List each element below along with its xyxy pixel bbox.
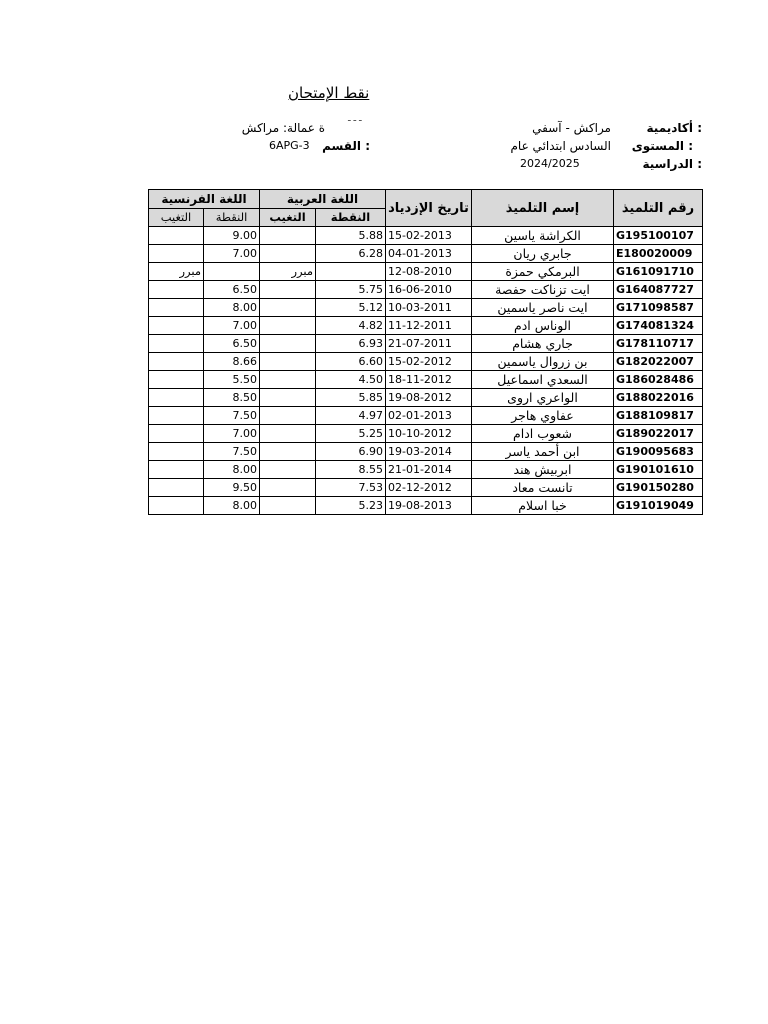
student-name-cell: شعوب ادام bbox=[472, 425, 614, 443]
arabic-absence-cell bbox=[260, 407, 316, 425]
french-absence-cell bbox=[149, 281, 204, 299]
birth-date-cell: 02-01-2013 bbox=[386, 407, 472, 425]
arabic-grade-cell: 8.55 bbox=[316, 461, 386, 479]
student-code-cell: G189022017 bbox=[614, 425, 703, 443]
academy-value: مراكش - آسفي bbox=[532, 121, 611, 135]
french-absence-cell bbox=[149, 335, 204, 353]
arabic-grade-cell bbox=[316, 263, 386, 281]
student-code-cell: G188109817 bbox=[614, 407, 703, 425]
student-name-cell: البرمكي حمزة bbox=[472, 263, 614, 281]
birth-date-cell: 21-07-2011 bbox=[386, 335, 472, 353]
level-value: السادس ابتدائي عام bbox=[510, 139, 611, 153]
student-name-cell: خبا اسلام bbox=[472, 497, 614, 515]
col-code-header: رقم التلميذ bbox=[614, 190, 703, 227]
birth-date-cell: 12-08-2010 bbox=[386, 263, 472, 281]
french-absence-cell bbox=[149, 497, 204, 515]
french-grade-cell: 8.00 bbox=[204, 461, 260, 479]
table-row bbox=[149, 425, 703, 443]
arabic-absence-cell bbox=[260, 317, 316, 335]
french-absence-cell bbox=[149, 299, 204, 317]
arabic-absence-cell bbox=[260, 227, 316, 245]
french-absence-cell bbox=[149, 407, 204, 425]
table-row bbox=[149, 335, 703, 353]
table-row bbox=[149, 407, 703, 425]
arabic-grade-cell: 6.90 bbox=[316, 443, 386, 461]
arabic-absence-cell bbox=[260, 281, 316, 299]
birth-date-cell: 15-02-2013 bbox=[386, 227, 472, 245]
french-grade-cell: 7.50 bbox=[204, 443, 260, 461]
document-title: نقط الإمتحان bbox=[288, 84, 370, 102]
french-grade-cell: 8.00 bbox=[204, 497, 260, 515]
french-grade-cell: 6.50 bbox=[204, 335, 260, 353]
student-name-cell: عفاوي هاجر bbox=[472, 407, 614, 425]
student-code-cell: G191019049 bbox=[614, 497, 703, 515]
french-absence-cell bbox=[149, 443, 204, 461]
birth-date-cell: 19-03-2014 bbox=[386, 443, 472, 461]
french-absence-cell bbox=[149, 425, 204, 443]
french-grade-cell: 8.66 bbox=[204, 353, 260, 371]
french-grade-cell: 8.00 bbox=[204, 299, 260, 317]
french-absence-cell bbox=[149, 389, 204, 407]
french-grade-cell: 7.50 bbox=[204, 407, 260, 425]
arabic-grade-cell: 5.88 bbox=[316, 227, 386, 245]
french-grade-cell: 7.00 bbox=[204, 317, 260, 335]
table-row bbox=[149, 299, 703, 317]
arabic-grade-cell: 5.12 bbox=[316, 299, 386, 317]
student-name-cell: بن زروال ياسمين bbox=[472, 353, 614, 371]
arabic-grade-cell: 5.25 bbox=[316, 425, 386, 443]
student-code-cell: G195100107 bbox=[614, 227, 703, 245]
table-row bbox=[149, 461, 703, 479]
student-code-cell: G188022016 bbox=[614, 389, 703, 407]
sub-absence-ar: التغيب bbox=[260, 209, 316, 227]
col-french-header: اللغة الفرنسية bbox=[149, 190, 260, 209]
arabic-absence-cell bbox=[260, 389, 316, 407]
french-grade-cell: 7.00 bbox=[204, 245, 260, 263]
level-label: : المستوى bbox=[631, 139, 693, 153]
french-grade-cell: 7.00 bbox=[204, 425, 260, 443]
arabic-absence-cell bbox=[260, 461, 316, 479]
french-grade-cell: 9.00 bbox=[204, 227, 260, 245]
french-absence-cell bbox=[149, 371, 204, 389]
arabic-grade-cell: 6.60 bbox=[316, 353, 386, 371]
table-row bbox=[149, 479, 703, 497]
arabic-absence-cell: مبرر bbox=[260, 263, 316, 281]
french-grade-cell: 8.50 bbox=[204, 389, 260, 407]
arabic-grade-cell: 4.50 bbox=[316, 371, 386, 389]
french-absence-cell bbox=[149, 317, 204, 335]
col-arabic-header: اللغة العربية bbox=[260, 190, 386, 209]
arabic-absence-cell bbox=[260, 443, 316, 461]
student-name-cell: تانست معاد bbox=[472, 479, 614, 497]
french-grade-cell: 5.50 bbox=[204, 371, 260, 389]
table-row bbox=[149, 443, 703, 461]
table-row bbox=[149, 497, 703, 515]
student-name-cell: ايت تزناكت حفصة bbox=[472, 281, 614, 299]
class-label: : القسم bbox=[322, 139, 370, 153]
birth-date-cell: 02-12-2012 bbox=[386, 479, 472, 497]
student-code-cell: G190150280 bbox=[614, 479, 703, 497]
arabic-absence-cell bbox=[260, 299, 316, 317]
arabic-grade-cell: 7.53 bbox=[316, 479, 386, 497]
arabic-absence-cell bbox=[260, 353, 316, 371]
french-absence-cell: مبرر bbox=[149, 263, 204, 281]
birth-date-cell: 19-08-2012 bbox=[386, 389, 472, 407]
table-row bbox=[149, 353, 703, 371]
french-absence-cell bbox=[149, 461, 204, 479]
french-grade-cell: 6.50 bbox=[204, 281, 260, 299]
table-row bbox=[149, 281, 703, 299]
arabic-grade-cell: 5.23 bbox=[316, 497, 386, 515]
title-fragment: ـ ـ ـ bbox=[348, 114, 362, 124]
col-name-header: إسم التلميذ bbox=[472, 190, 614, 227]
student-name-cell: الواعري اروى bbox=[472, 389, 614, 407]
arabic-absence-cell bbox=[260, 425, 316, 443]
student-name-cell: ابربيش هند bbox=[472, 461, 614, 479]
student-name-cell: جابري ريان bbox=[472, 245, 614, 263]
french-grade-cell: 9.50 bbox=[204, 479, 260, 497]
arabic-absence-cell bbox=[260, 479, 316, 497]
student-name-cell: الكراشة ياسين bbox=[472, 227, 614, 245]
student-code-cell: G178110717 bbox=[614, 335, 703, 353]
student-name-cell: جاري هشام bbox=[472, 335, 614, 353]
student-name-cell: السعدي اسماعيل bbox=[472, 371, 614, 389]
student-name-cell: ابن أحمد ياسر bbox=[472, 443, 614, 461]
table-row bbox=[149, 227, 703, 245]
arabic-grade-cell: 5.85 bbox=[316, 389, 386, 407]
birth-date-cell: 19-08-2013 bbox=[386, 497, 472, 515]
student-code-cell: G161091710 bbox=[614, 263, 703, 281]
grades-table-body bbox=[149, 227, 703, 515]
arabic-absence-cell bbox=[260, 335, 316, 353]
arabic-grade-cell: 5.75 bbox=[316, 281, 386, 299]
french-grade-cell bbox=[204, 263, 260, 281]
arabic-absence-cell bbox=[260, 371, 316, 389]
table-row bbox=[149, 371, 703, 389]
student-code-cell: G174081324 bbox=[614, 317, 703, 335]
arabic-grade-cell: 4.82 bbox=[316, 317, 386, 335]
birth-date-cell: 10-03-2011 bbox=[386, 299, 472, 317]
table-row bbox=[149, 389, 703, 407]
birth-date-cell: 21-01-2014 bbox=[386, 461, 472, 479]
table-row bbox=[149, 245, 703, 263]
birth-date-cell: 15-02-2012 bbox=[386, 353, 472, 371]
birth-date-cell: 04-01-2013 bbox=[386, 245, 472, 263]
student-code-cell: G190101610 bbox=[614, 461, 703, 479]
french-absence-cell bbox=[149, 479, 204, 497]
col-birth-header: تاريخ الإزدياد bbox=[386, 190, 472, 227]
student-code-cell: G186028486 bbox=[614, 371, 703, 389]
arabic-absence-cell bbox=[260, 245, 316, 263]
sub-absence-fr: التغيب bbox=[149, 209, 204, 227]
academy-label: : أكاديمية bbox=[646, 121, 702, 135]
table-row bbox=[149, 317, 703, 335]
student-code-cell: G182022007 bbox=[614, 353, 703, 371]
student-code-cell: G164087727 bbox=[614, 281, 703, 299]
birth-date-cell: 10-10-2012 bbox=[386, 425, 472, 443]
arabic-grade-cell: 6.93 bbox=[316, 335, 386, 353]
student-name-cell: الوناس ادم bbox=[472, 317, 614, 335]
prefecture-text: ة عمالة: مراكش bbox=[241, 121, 325, 135]
grades-table bbox=[148, 189, 703, 515]
table-row bbox=[149, 263, 703, 281]
sub-grade-fr: النقطة bbox=[204, 209, 260, 227]
year-label: : الدراسية bbox=[642, 157, 702, 171]
sub-grade-ar: النقطة bbox=[316, 209, 386, 227]
french-absence-cell bbox=[149, 245, 204, 263]
year-value: 2024/2025 bbox=[520, 157, 580, 170]
student-name-cell: ايت ناصر ياسمين bbox=[472, 299, 614, 317]
arabic-grade-cell: 6.28 bbox=[316, 245, 386, 263]
arabic-absence-cell bbox=[260, 497, 316, 515]
birth-date-cell: 16-06-2010 bbox=[386, 281, 472, 299]
arabic-grade-cell: 4.97 bbox=[316, 407, 386, 425]
french-absence-cell bbox=[149, 227, 204, 245]
student-code-cell: G190095683 bbox=[614, 443, 703, 461]
student-code-cell: E180020009 bbox=[614, 245, 703, 263]
french-absence-cell bbox=[149, 353, 204, 371]
class-value: 6APG-3 bbox=[269, 139, 310, 152]
birth-date-cell: 18-11-2012 bbox=[386, 371, 472, 389]
student-code-cell: G171098587 bbox=[614, 299, 703, 317]
birth-date-cell: 11-12-2011 bbox=[386, 317, 472, 335]
